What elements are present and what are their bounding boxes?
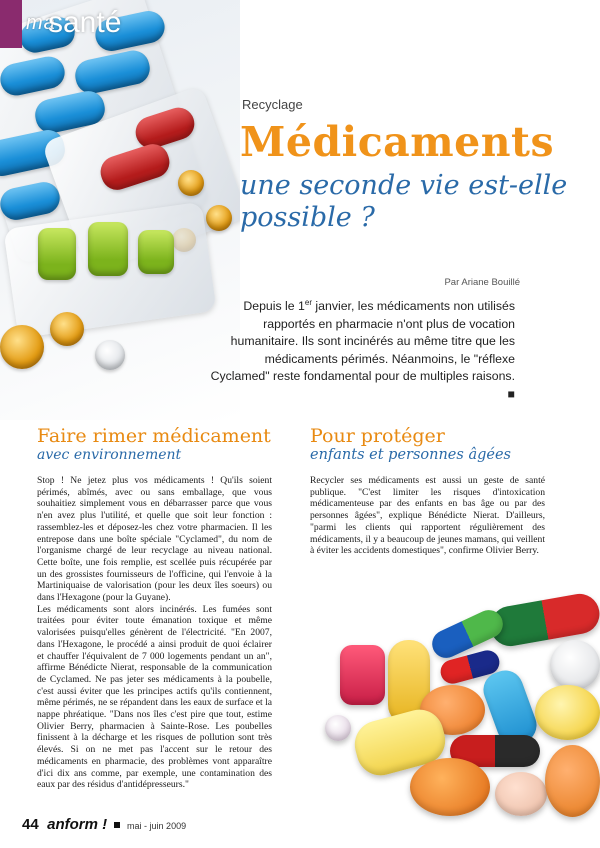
left-paragraph-1: Stop ! Ne jetez plus vos médicaments ! Qu'ils soient périmés, abîmés, avec ou sans emballage, que vous souhaitiez simplement vous en débarrasser parce que vous n'en avez plus l'utilité, et quelle que soit leur fonction : rassemblez-les et déposez-les chez votre pharmacien. Il les entrepose dans une boîte spéciale "Cyclamed", du nom de l'organisme chargé de leur recyclage au niveau national. Cette boîte, une fois remplie, est scellée puis récupérée par un des grossistes fournisseurs de l'officine, qui l'envoie à la Martiniquaise de valorisation (pour les deux îles soeurs) ou dans l'Hexagone (pour la Guyane). <box>37 475 272 604</box>
magazine-name: anform ! <box>47 816 108 833</box>
right-column-heading: Pour protéger <box>310 425 445 447</box>
article-intro <box>205 294 515 403</box>
right-column-body <box>310 475 545 557</box>
intro-text-start: Depuis le 1 <box>243 299 305 314</box>
footer-separator <box>114 822 120 828</box>
left-column-heading: Faire rimer médicament <box>37 425 271 447</box>
intro-superscript: er <box>304 298 312 307</box>
intro-text-end: janvier, les médicaments non utilisés rapportés en pharmacie n'ont plus de vocation humanitaire. Ils sont incinérés au même titre que les médicaments périmés. Néanmoins, le "réflexe Cyclamed" reste fondamental pour de multiples raisons. ■ <box>210 299 515 401</box>
blister-pack-photo <box>0 0 240 420</box>
right-paragraph-1: Recycler ses médicaments est aussi un geste de santé publique. "C'est limiter les risques d'intoxication médicamenteuse par des enfants en bas âge ou par des personnes âgées", explique Bénédicte Nierat. D'ailleurs, "parmi les clients qui rapportent régulièrement des médicaments, il y a beaucoup de jeunes mamans, qui veillent à éviter les accidents domestiques", confirme Olivier Berry. <box>310 475 545 557</box>
pills-photo <box>310 600 600 825</box>
article-subtitle: une seconde vie est-elle possible ? <box>240 170 568 233</box>
section-tag-bar <box>0 0 22 48</box>
page-number: 44 <box>22 816 39 833</box>
left-column-subheading: avec environnement <box>37 447 182 463</box>
left-paragraph-2: Les médicaments sont alors incinérés. Les fumées sont traitées pour éviter toute émanation toxique et même valorisées puisqu'elles génèrent de l'électricité. "En 2007, dans l'Hexagone, le procédé a ainsi produit de quoi éclairer et chauffer l'équivalent de 7 000 logements pendant un an", affirme Bénédicte Nierat, responsable de la communication de Cyclamed. Ne pas jeter ses médicaments à la poubelle, c'est aussi éviter que les principes actifs qu'ils contiennent, même périmés, ne se répandent dans les eaux de surface et la nappe phréatique. "Dans nos îles c'est pire que tout, estime Olivier Berry, pharmacien à Sainte-Rose. Les poubelles finissent à la décharge et les risques de pollution sont très élevés. Si on ne met pas l'accent sur le retour des médicaments en pharmacie, des problèmes vont apparaître d'ici dix ans comme, par exemple, une contamination des eaux par des résidus d'antidépresseurs." <box>37 603 272 791</box>
right-column-subheading: enfants et personnes âgées <box>310 447 511 463</box>
issue-date: mai - juin 2009 <box>127 821 187 831</box>
section-name: santé <box>48 6 122 39</box>
article-kicker: Recyclage <box>242 97 303 112</box>
section-tag <box>0 0 165 48</box>
article-title: Médicaments <box>240 118 555 166</box>
left-column <box>37 425 272 791</box>
page-footer <box>22 816 186 834</box>
article-byline: Par Ariane Bouillé <box>444 277 520 288</box>
section-prefix: ma <box>26 12 56 34</box>
left-column-body <box>37 475 272 791</box>
right-column <box>310 425 545 557</box>
